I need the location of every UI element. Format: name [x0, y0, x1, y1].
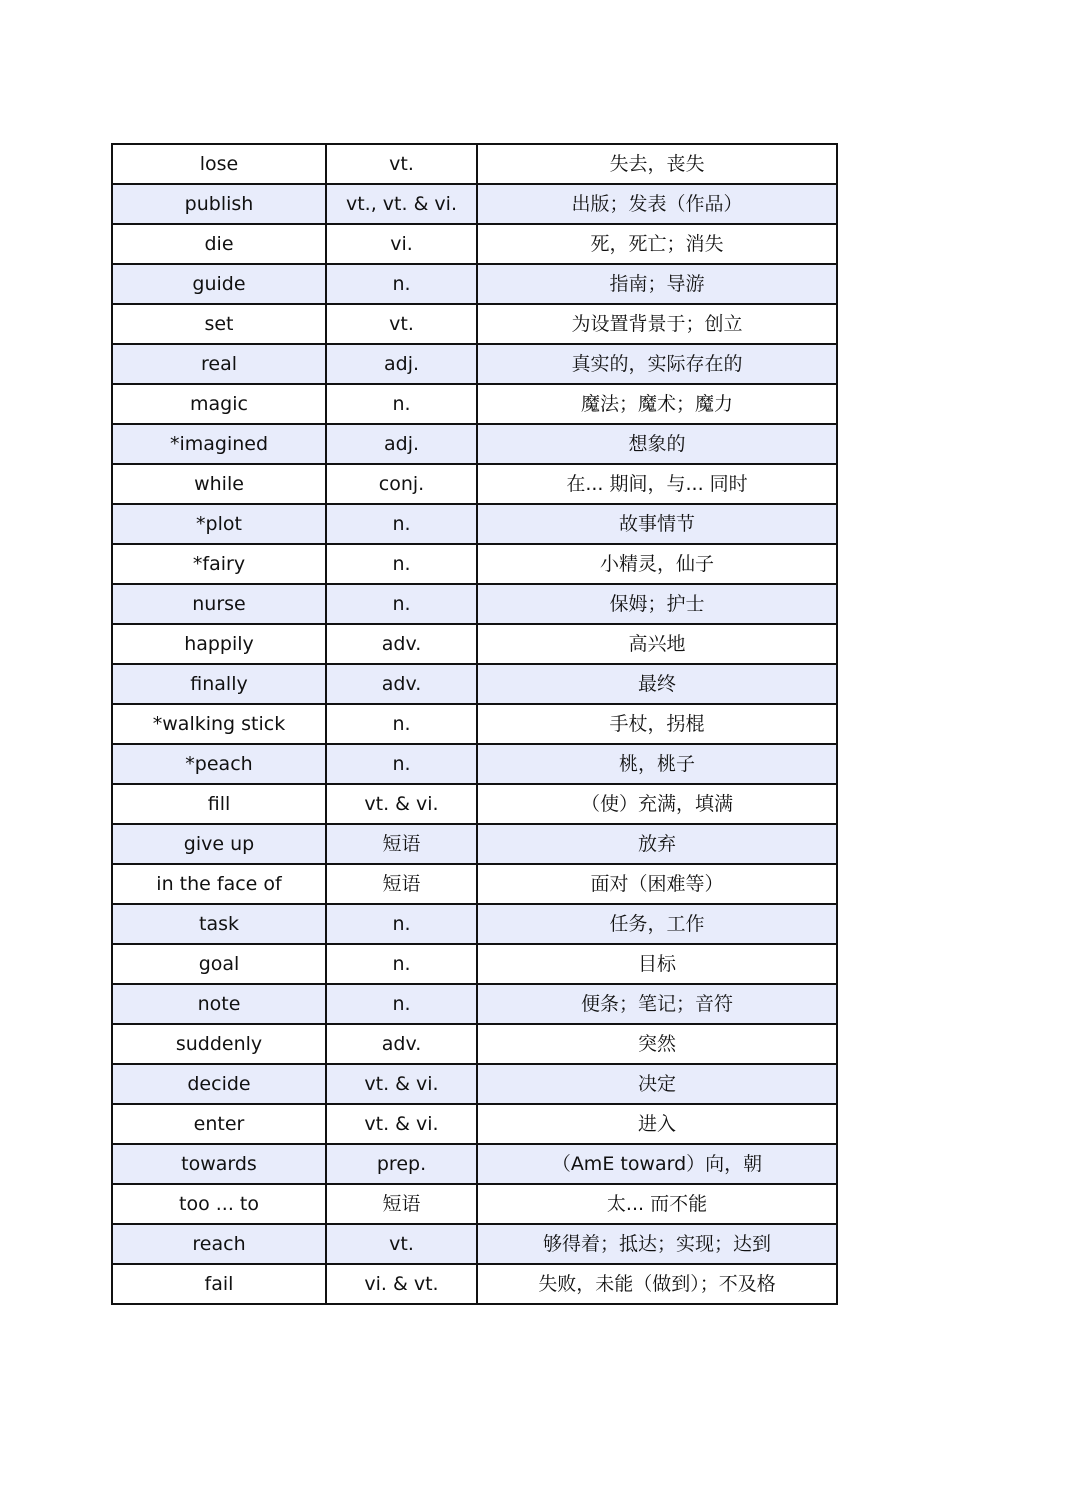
word-cell: magic — [112, 384, 326, 424]
table-row — [112, 624, 837, 664]
word-cell: note — [112, 984, 326, 1024]
word-cell: *fairy — [112, 544, 326, 584]
table-row — [112, 824, 837, 864]
part-of-speech-cell: conj. — [326, 464, 477, 504]
meaning-cell: 想象的 — [477, 424, 837, 464]
meaning-cell: 突然 — [477, 1024, 837, 1064]
table-row — [112, 704, 837, 744]
part-of-speech-cell: vt., vt. & vi. — [326, 184, 477, 224]
meaning-cell: 小精灵，仙子 — [477, 544, 837, 584]
meaning-cell: 保姆；护士 — [477, 584, 837, 624]
table-row — [112, 224, 837, 264]
table-row — [112, 344, 837, 384]
part-of-speech-cell: vt. — [326, 144, 477, 184]
part-of-speech-cell: vt. & vi. — [326, 1064, 477, 1104]
vocabulary-table-body — [112, 144, 837, 1304]
meaning-cell: 死，死亡；消失 — [477, 224, 837, 264]
vocabulary-table — [111, 143, 838, 1305]
table-row — [112, 784, 837, 824]
word-cell: nurse — [112, 584, 326, 624]
part-of-speech-cell: n. — [326, 704, 477, 744]
meaning-cell: （使）充满，填满 — [477, 784, 837, 824]
word-cell: *walking stick — [112, 704, 326, 744]
meaning-cell: 任务，工作 — [477, 904, 837, 944]
table-row — [112, 544, 837, 584]
part-of-speech-cell: n. — [326, 544, 477, 584]
word-cell: die — [112, 224, 326, 264]
table-row — [112, 984, 837, 1024]
word-cell: give up — [112, 824, 326, 864]
meaning-cell: 面对（困难等） — [477, 864, 837, 904]
meaning-cell: 进入 — [477, 1104, 837, 1144]
part-of-speech-cell: adv. — [326, 624, 477, 664]
part-of-speech-cell: n. — [326, 744, 477, 784]
meaning-cell: 魔法；魔术；魔力 — [477, 384, 837, 424]
part-of-speech-cell: vt. — [326, 1224, 477, 1264]
part-of-speech-cell: prep. — [326, 1144, 477, 1184]
part-of-speech-cell: adv. — [326, 664, 477, 704]
word-cell: task — [112, 904, 326, 944]
word-cell: enter — [112, 1104, 326, 1144]
word-cell: set — [112, 304, 326, 344]
part-of-speech-cell: n. — [326, 504, 477, 544]
word-cell: *imagined — [112, 424, 326, 464]
table-row — [112, 864, 837, 904]
meaning-cell: 便条；笔记；音符 — [477, 984, 837, 1024]
table-row — [112, 384, 837, 424]
part-of-speech-cell: adj. — [326, 424, 477, 464]
meaning-cell: 真实的，实际存在的 — [477, 344, 837, 384]
meaning-cell: 桃，桃子 — [477, 744, 837, 784]
part-of-speech-cell: vt. — [326, 304, 477, 344]
part-of-speech-cell: n. — [326, 264, 477, 304]
word-cell: goal — [112, 944, 326, 984]
table-row — [112, 1224, 837, 1264]
part-of-speech-cell: adj. — [326, 344, 477, 384]
word-cell: finally — [112, 664, 326, 704]
word-cell: real — [112, 344, 326, 384]
table-row — [112, 584, 837, 624]
word-cell: in the face of — [112, 864, 326, 904]
table-row — [112, 904, 837, 944]
part-of-speech-cell: adv. — [326, 1024, 477, 1064]
meaning-cell: 最终 — [477, 664, 837, 704]
table-row — [112, 464, 837, 504]
meaning-cell: 太... 而不能 — [477, 1184, 837, 1224]
table-row — [112, 1264, 837, 1304]
table-row — [112, 504, 837, 544]
word-cell: reach — [112, 1224, 326, 1264]
word-cell: while — [112, 464, 326, 504]
word-cell: fail — [112, 1264, 326, 1304]
meaning-cell: 够得着；抵达；实现；达到 — [477, 1224, 837, 1264]
table-row — [112, 184, 837, 224]
meaning-cell: （AmE toward）向，朝 — [477, 1144, 837, 1184]
word-cell: towards — [112, 1144, 326, 1184]
word-cell: *peach — [112, 744, 326, 784]
part-of-speech-cell: 短语 — [326, 824, 477, 864]
table-row — [112, 144, 837, 184]
word-cell: lose — [112, 144, 326, 184]
table-row — [112, 944, 837, 984]
table-row — [112, 264, 837, 304]
part-of-speech-cell: n. — [326, 384, 477, 424]
part-of-speech-cell: 短语 — [326, 864, 477, 904]
meaning-cell: 决定 — [477, 1064, 837, 1104]
meaning-cell: 故事情节 — [477, 504, 837, 544]
part-of-speech-cell: vt. & vi. — [326, 1104, 477, 1144]
word-cell: *plot — [112, 504, 326, 544]
table-row — [112, 744, 837, 784]
meaning-cell: 为设置背景于；创立 — [477, 304, 837, 344]
table-row — [112, 1184, 837, 1224]
part-of-speech-cell: n. — [326, 904, 477, 944]
part-of-speech-cell: n. — [326, 944, 477, 984]
part-of-speech-cell: vi. — [326, 224, 477, 264]
table-row — [112, 1064, 837, 1104]
table-row — [112, 304, 837, 344]
table-row — [112, 1104, 837, 1144]
part-of-speech-cell: 短语 — [326, 1184, 477, 1224]
meaning-cell: 指南；导游 — [477, 264, 837, 304]
meaning-cell: 目标 — [477, 944, 837, 984]
meaning-cell: 高兴地 — [477, 624, 837, 664]
word-cell: guide — [112, 264, 326, 304]
meaning-cell: 手杖，拐棍 — [477, 704, 837, 744]
meaning-cell: 失去，丧失 — [477, 144, 837, 184]
word-cell: happily — [112, 624, 326, 664]
table-row — [112, 664, 837, 704]
meaning-cell: 在... 期间，与... 同时 — [477, 464, 837, 504]
part-of-speech-cell: n. — [326, 984, 477, 1024]
word-cell: suddenly — [112, 1024, 326, 1064]
word-cell: too ... to — [112, 1184, 326, 1224]
part-of-speech-cell: n. — [326, 584, 477, 624]
meaning-cell: 出版；发表（作品） — [477, 184, 837, 224]
part-of-speech-cell: vt. & vi. — [326, 784, 477, 824]
part-of-speech-cell: vi. & vt. — [326, 1264, 477, 1304]
meaning-cell: 放弃 — [477, 824, 837, 864]
table-row — [112, 1144, 837, 1184]
word-cell: fill — [112, 784, 326, 824]
word-cell: decide — [112, 1064, 326, 1104]
meaning-cell: 失败，未能（做到）；不及格 — [477, 1264, 837, 1304]
table-row — [112, 424, 837, 464]
word-cell: publish — [112, 184, 326, 224]
table-row — [112, 1024, 837, 1064]
